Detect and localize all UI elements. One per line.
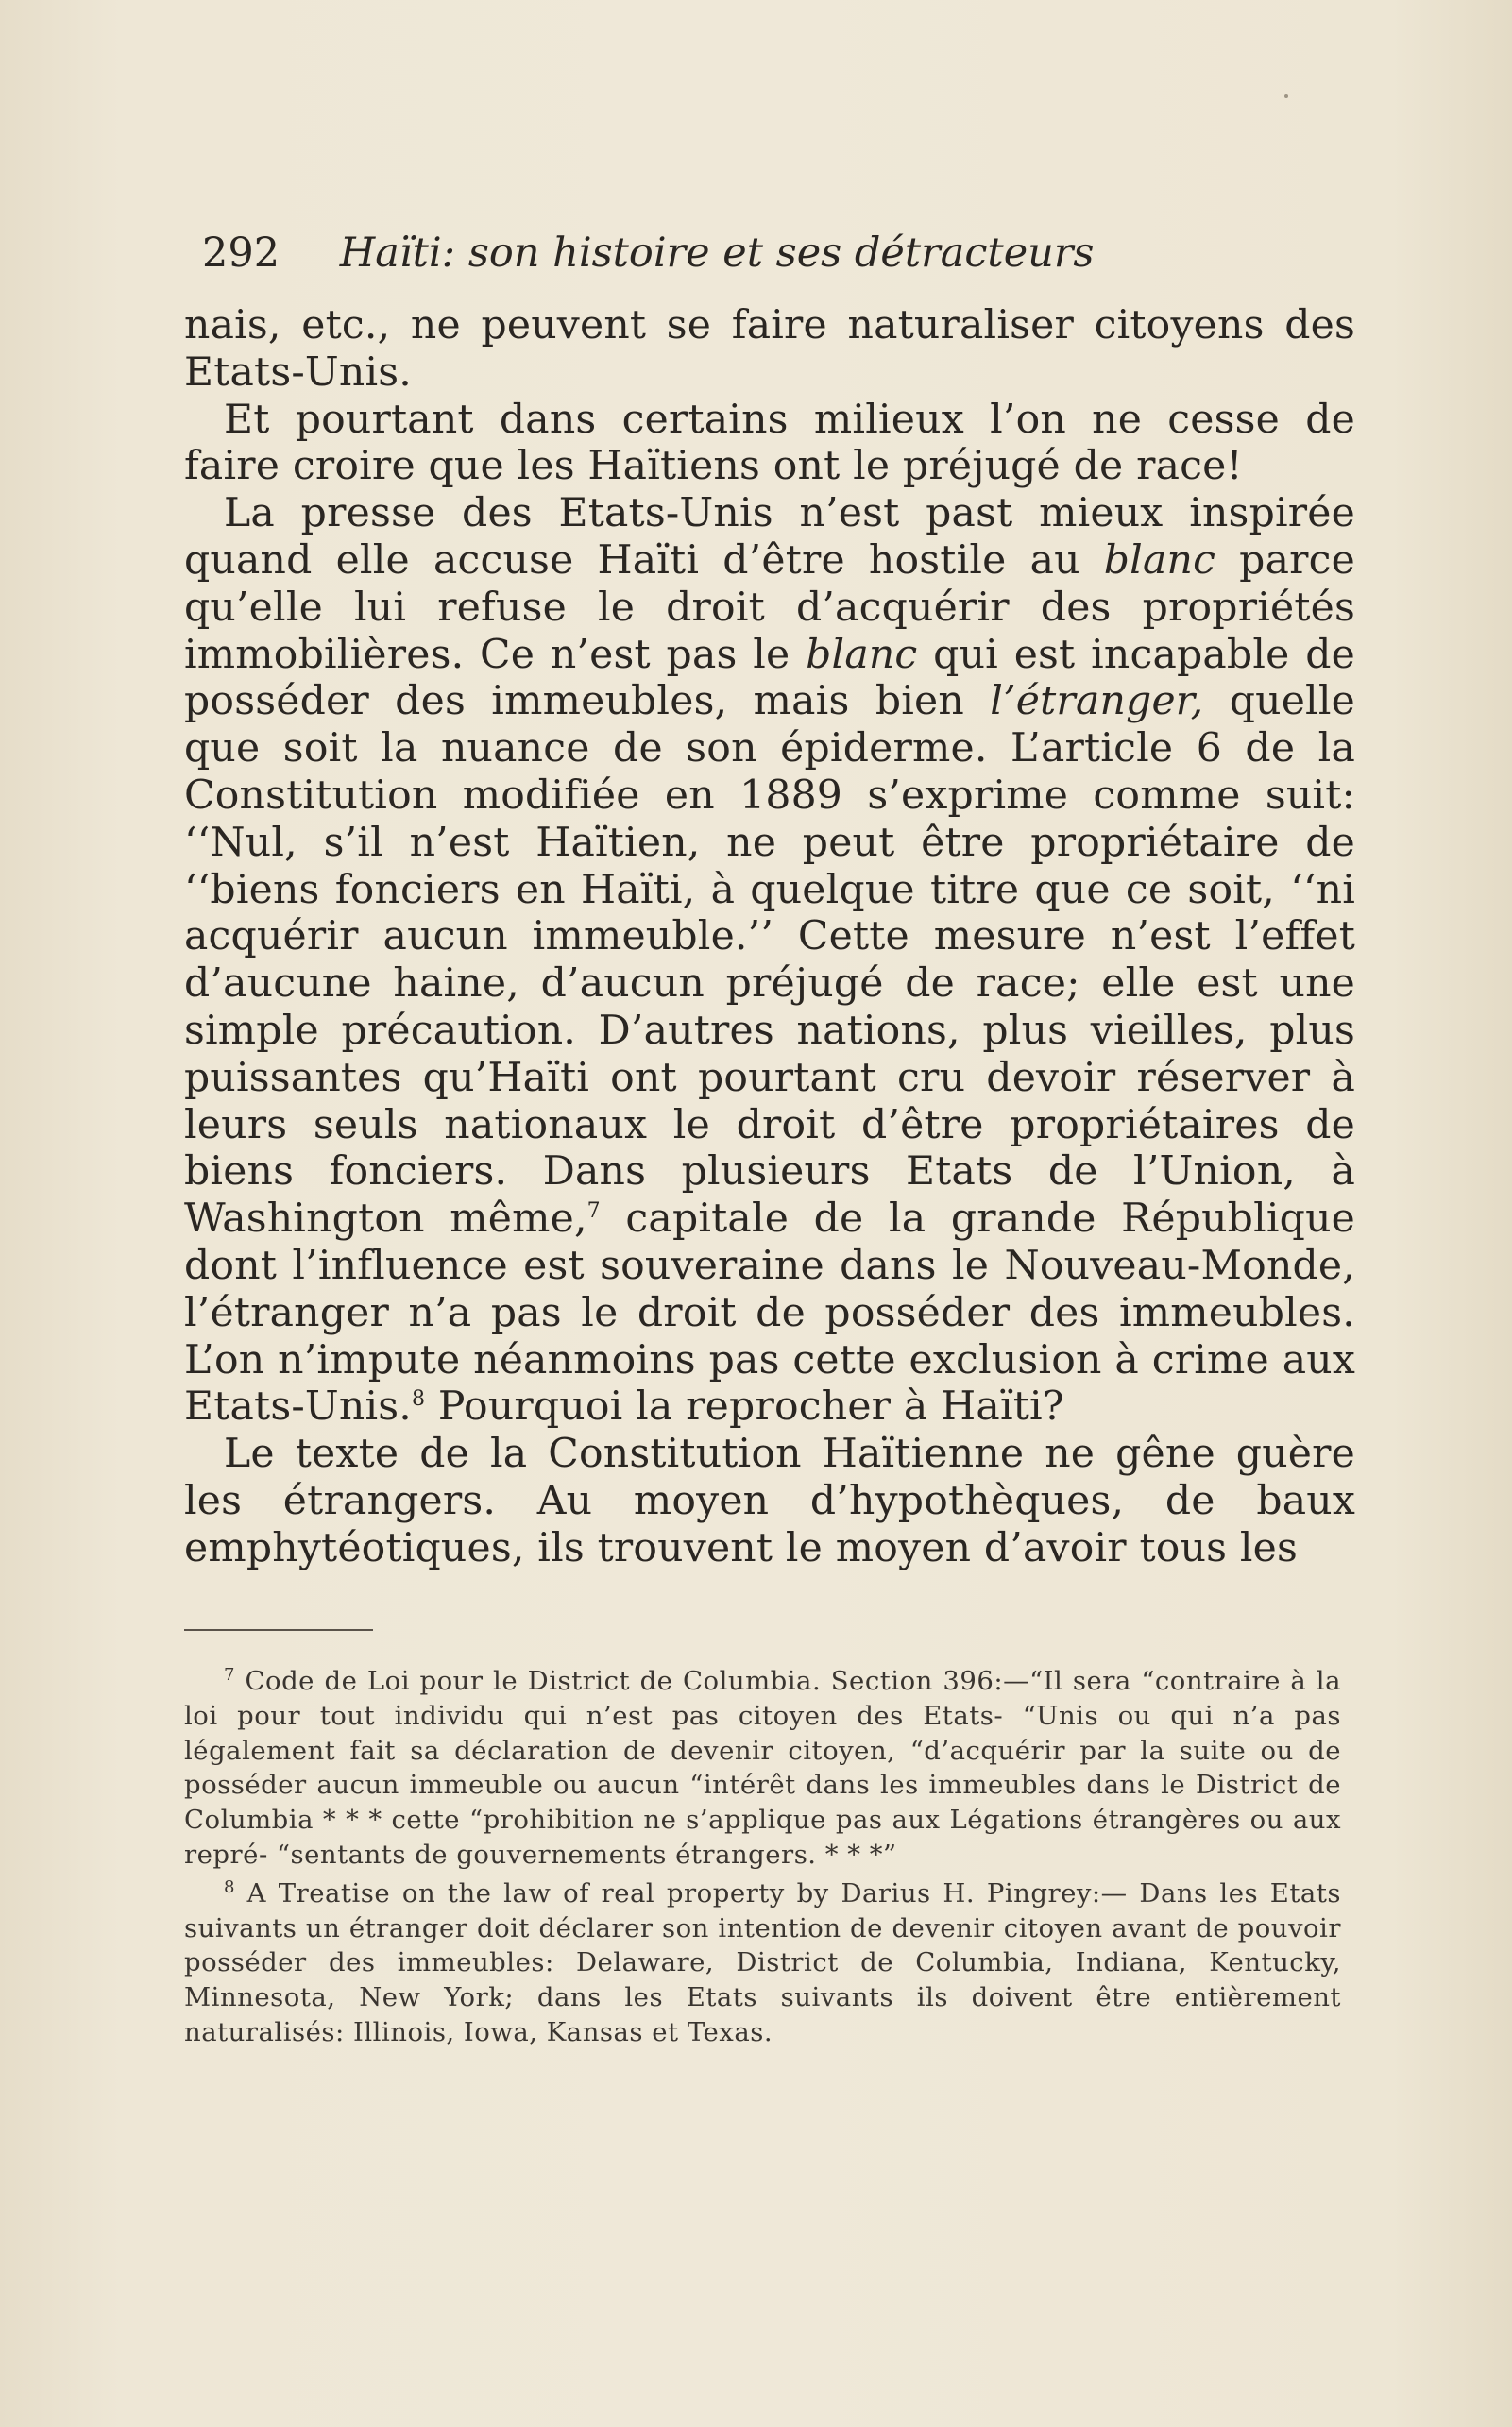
footnote-7-text: Code de Loi pour le District de Columbia. Section 396:—“Il sera “contraire à la loi pour tout individu qui n’est pas citoyen des Etats- “Unis ou qui n’a pas légalement fait sa déclaration de devenir citoyen, “d’acquérir par la suite ou de posséder aucun immeuble ou aucun “intérêt dans les immeubles dans le District de Columbia * * * cette “prohibition ne s’applique pas aux Légations étrangères ou aux repré- “sentants de gouvernements étrangers. * * *” xyxy=(184,1666,1341,1870)
text-run: qui est incapable de posséder des immeubles, mais bien xyxy=(184,631,1355,725)
footnote-8-text: A Treatise on the law of real property by Darius H. Pingrey:— Dans les Etats suivants un étranger doit déclarer son intention de devenir citoyen avant de pouvoir posséder des immeubles: Delaware, District de Columbia, Indiana, Kentucky, Minnesota, New York; dans les Etats suivants ils doivent être entièrement naturalisés: Illinois, Iowa, Kansas et Texas. xyxy=(184,1877,1341,2047)
footnote-ref-8[interactable]: 8 xyxy=(412,1387,426,1412)
main-text xyxy=(184,302,1355,1572)
page-number: 292 xyxy=(202,229,280,277)
emphasis-etranger: l’étranger, xyxy=(990,678,1204,725)
emphasis-blanc: blanc xyxy=(806,631,918,678)
footnote-divider xyxy=(184,1629,373,1631)
footnote-8 xyxy=(184,1876,1341,2050)
page-header xyxy=(202,225,1335,281)
paragraph-2: Et pourtant dans certains milieux l’on ne cesse de faire croire que les Haïtiens ont le préjugé de race! xyxy=(184,396,1355,490)
paragraph-4: Le texte de la Constitution Haïtienne ne gêne guère les étrangers. Au moyen d’hypothèques, de baux emphytéotiques, ils trouvent le moyen d’avoir tous les xyxy=(184,1431,1355,1571)
paragraph-1: nais, etc., ne peuvent se faire naturaliser citoyens des Etats-Unis. xyxy=(184,302,1355,396)
footnote-7 xyxy=(184,1664,1341,1873)
text-run: La presse des Etats-Unis n’est past mieux inspirée quand elle accuse Haïti d’être hostile au xyxy=(184,490,1355,584)
text-run: quelle que soit la nuance de son épiderme. L’article 6 de la Constitution modifiée en 1889 s’exprime comme suit: ‘‘Nul, s’il n’est Haïtien, ne peut être propriétaire de ‘‘biens fonciers en Haïti, à quelque titre que ce soit, ‘‘ni acquérir aucun immeuble.’’ Cette mesure n’est l’effet d’aucune haine, d’aucun préjugé de race; elle est une simple précaution. D’autres nations, plus vieilles, plus puissantes qu’Haïti ont pourtant cru devoir réserver à leurs seuls nationaux le droit d’être propriétaires de biens fonciers. Dans plusieurs Etats de l’Union, à Washington même, xyxy=(184,678,1355,1243)
text-run: capitale de la grande République dont l’influence est souveraine dans le Nouveau-Monde, l’étranger n’a pas le droit de posséder des immeubles. L’on n’impute néanmoins pas cette exclusion à crime aux Etats-Unis. xyxy=(184,1196,1355,1431)
text-run: parce qu’elle lui refuse le droit d’acquérir des propriétés immobilières. Ce n’est pas le xyxy=(184,536,1355,678)
paragraph-3 xyxy=(184,490,1355,1431)
footnote-mark-7: 7 xyxy=(224,1664,235,1685)
footnote-ref-7[interactable]: 7 xyxy=(586,1198,601,1223)
footnote-mark-8: 8 xyxy=(224,1876,235,1897)
text-run: Pourquoi la reprocher à Haïti? xyxy=(425,1383,1064,1431)
emphasis-blanc: blanc xyxy=(1103,536,1216,584)
running-title: Haïti: son histoire et ses détracteurs xyxy=(339,229,1095,277)
footnotes xyxy=(184,1664,1341,2054)
paper-speck xyxy=(1284,94,1288,98)
